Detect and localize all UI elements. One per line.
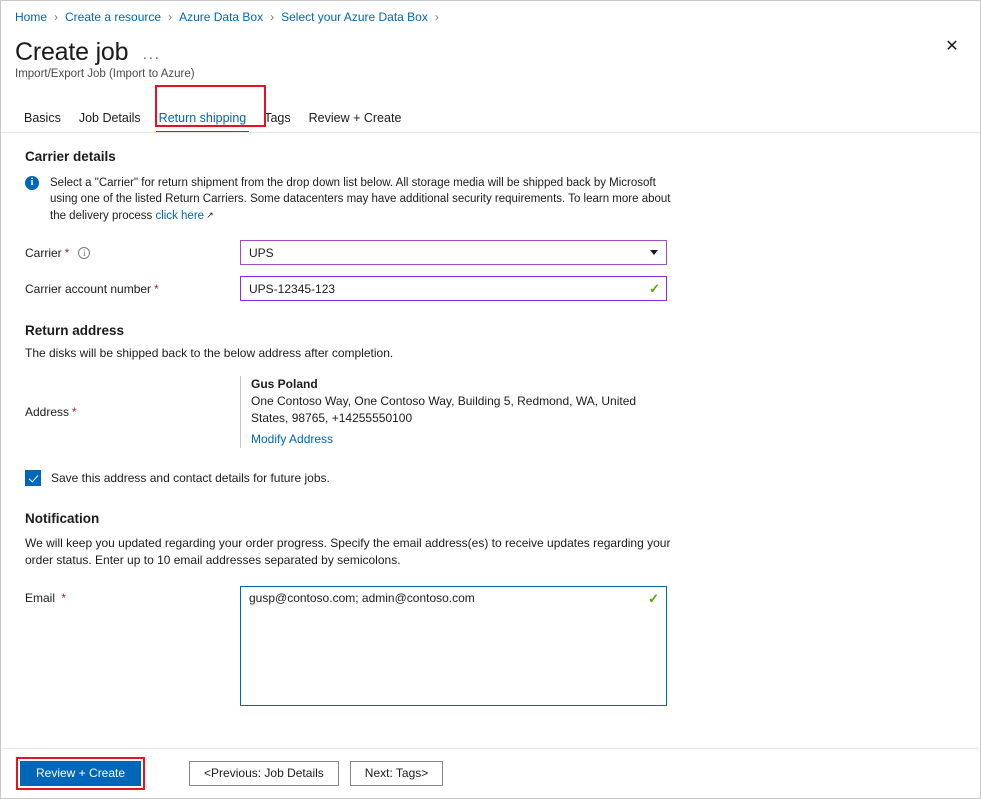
tab-review-create[interactable]: Review + Create <box>308 111 402 125</box>
next-button[interactable]: Next: Tags> <box>350 761 443 786</box>
return-address-heading: Return address <box>25 323 125 338</box>
breadcrumb-item-create-a-resource[interactable]: Create a resource <box>65 10 162 24</box>
breadcrumb-separator-icon: › <box>270 10 275 24</box>
review-create-button[interactable]: Review + Create <box>20 761 141 786</box>
close-icon[interactable]: ✕ <box>945 38 959 55</box>
carrier-field-row <box>25 240 966 265</box>
carrier-selected-value: UPS <box>249 245 274 260</box>
chevron-down-icon <box>650 250 658 255</box>
return-address-description: The disks will be shipped back to the below address after completion. <box>25 346 394 360</box>
email-label-text: Email <box>25 591 56 605</box>
valid-check-icon: ✓ <box>649 281 660 296</box>
carrier-info-sentence: Select a "Carrier" for return shipment from the drop down list below. All storage media will be shipped back by Microsoft using one of the listed Return Carriers. Some datacenters may have additional security requirements. To learn more about the delivery process <box>50 177 671 222</box>
tab-return-shipping[interactable]: Return shipping <box>150 111 256 133</box>
carrier-required-marker: * <box>64 245 70 260</box>
breadcrumb-separator-icon: › <box>168 10 173 24</box>
carrier-details-heading: Carrier details <box>25 149 116 164</box>
previous-button[interactable]: <Previous: Job Details <box>189 761 339 786</box>
address-required-marker: * <box>72 405 77 419</box>
carrier-account-required-marker: * <box>154 281 159 296</box>
tab-divider <box>1 132 980 133</box>
notification-heading: Notification <box>25 511 100 526</box>
tab-tags[interactable]: Tags <box>264 111 291 125</box>
address-details <box>240 376 670 448</box>
carrier-info-text <box>50 175 685 224</box>
email-input[interactable] <box>240 586 667 706</box>
tab-job-details[interactable]: Job Details <box>78 111 141 125</box>
page-header <box>1 33 980 67</box>
breadcrumb-separator-icon: › <box>434 10 439 24</box>
valid-check-icon: ✓ <box>648 591 659 606</box>
info-icon: i <box>25 176 39 190</box>
tab-bar <box>1 101 980 133</box>
carrier-label-text: Carrier <box>25 245 62 260</box>
save-address-row <box>25 470 966 486</box>
carrier-account-value: UPS-12345-123 <box>249 281 336 296</box>
notification-description: We will keep you updated regarding your order progress. Specify the email address(es) to receive updates regarding your order status. Enter up to 10 email addresses separated by semicolons. <box>25 536 671 567</box>
more-options-icon[interactable]: ··· <box>142 49 161 66</box>
breadcrumb-item-select-your-azure-data-box[interactable]: Select your Azure Data Box <box>281 10 428 24</box>
address-label-text: Address <box>25 405 70 419</box>
breadcrumb-item-home[interactable]: Home <box>15 10 48 24</box>
breadcrumb-item-azure-data-box[interactable]: Azure Data Box <box>179 10 264 24</box>
carrier-account-input[interactable] <box>240 276 667 301</box>
carrier-dropdown[interactable] <box>240 240 667 265</box>
save-address-checkbox[interactable] <box>25 470 41 486</box>
carrier-account-label-text: Carrier account number <box>25 281 152 296</box>
form-body <box>1 133 980 706</box>
tab-basics[interactable]: Basics <box>24 111 61 125</box>
external-link-icon: ↗ <box>206 210 214 220</box>
carrier-info-tooltip-icon[interactable]: i <box>78 247 90 259</box>
carrier-account-field-row <box>25 276 966 301</box>
breadcrumb-separator-icon: › <box>54 10 59 24</box>
save-address-label: Save this address and contact details for future jobs. <box>51 471 330 485</box>
address-label <box>25 376 240 448</box>
review-create-highlight-annotation <box>16 757 145 790</box>
address-field-row <box>25 376 966 448</box>
email-value: gusp@contoso.com; admin@contoso.com <box>249 591 475 605</box>
address-contact-name: Gus Poland <box>251 377 318 391</box>
page-title: Create job <box>15 38 129 66</box>
address-lines: One Contoso Way, One Contoso Way, Building 5, Redmond, WA, United States, 98765, +14255550100 <box>251 394 637 425</box>
carrier-label <box>25 246 240 260</box>
carrier-account-label <box>25 282 240 296</box>
click-here-link[interactable]: click here <box>155 210 205 222</box>
breadcrumb <box>1 1 980 33</box>
email-required-marker: * <box>61 591 67 605</box>
page-subtitle: Import/Export Job (Import to Azure) <box>15 68 195 80</box>
email-field-row <box>25 586 966 706</box>
email-label <box>25 586 240 605</box>
footer-bar <box>2 748 979 797</box>
modify-address-link[interactable]: Modify Address <box>251 432 334 446</box>
carrier-info-banner <box>25 175 685 224</box>
